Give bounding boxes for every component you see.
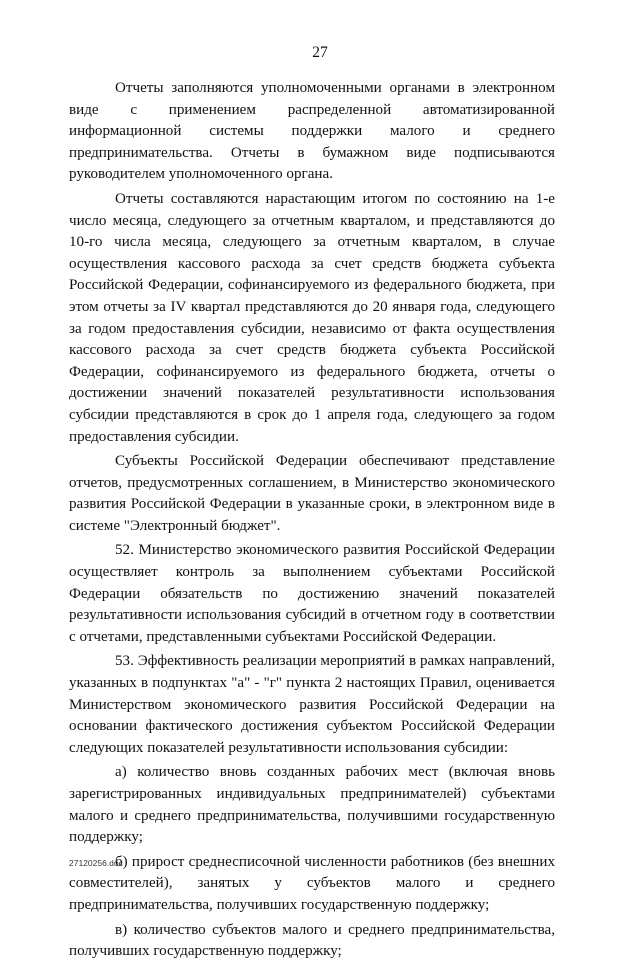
paragraph-reports-electronic-form: Отчеты заполняются уполномоченными органами в электронном виде с применением распределенной автоматизированной информационной системы поддержки малого и среднего предпринимательства. Отчеты в бумажном виде подписываются руководителем уполномоченного органа. <box>69 80 555 183</box>
list-item-a: а) количество вновь созданных рабочих мест (включая вновь зарегистрированных индивидуальных предпринимателей) субъектами малого и среднего предпринимательства, получившими государственную поддержку; <box>69 764 555 846</box>
list-item-v: в) количество субъектов малого и среднего предпринимательства, получивших государственную поддержку; <box>69 921 555 960</box>
paragraph-reports-submission: Субъекты Российской Федерации обеспечивают представление отчетов, предусмотренных соглашением, в Министерство экономического развития Российской Федерации в указанные сроки, в электронном виде в системе "Электронный бюджет". <box>69 453 555 534</box>
document-body <box>69 78 555 963</box>
paragraph-item-52: 52. Министерство экономического развития Российской Федерации осуществляет контроль за выполнением субъектами Российской Федерации обязательств по достижению значений показателей результативности использования субсидий в отчетном году в соответствии с отчетами, представленными субъектами Российской Федерации. <box>69 542 555 645</box>
list-item-b: б) прирост среднесписочной численности работников (без внешних совместителей), занятых у субъектов малого и среднего предпринимательства, получивших государственную поддержку; <box>69 853 555 913</box>
paragraph-item-53: 53. Эффективность реализации мероприятий в рамках направлений, указанных в подпунктах "а" - "г" пункта 2 настоящих Правил, оценивается Министерством экономического развития Российской Федерации на основании фактического достижения субъектом Российской Федерации следующих показателей результативности использования субсидии: <box>69 653 555 756</box>
footer-document-code: 27120256.doc <box>69 858 123 868</box>
page-number: 27 <box>312 44 328 61</box>
paragraph-reports-deadlines: Отчеты составляются нарастающим итогом по состоянию на 1-е число месяца, следующего за отчетным кварталом, и представляются до 10-го числа месяца, следующего за отчетным кварталом, в случае осуществления кассового расхода за счет средств бюджета субъекта Российской Федерации, софинансируемого из федерального бюджета, при этом отчеты за IV квартал представляются до 20 января года, следующего за годом предоставления субсидии, независимо от факта осуществления кассового расхода за счет средств бюджета субъекта Российской Федерации, софинансируемого из федерального бюджета, отчеты о достижении значений показателей результативности использования субсидии представляются в срок до 1 апреля года, следующего за годом предоставления субсидии. <box>69 190 555 445</box>
